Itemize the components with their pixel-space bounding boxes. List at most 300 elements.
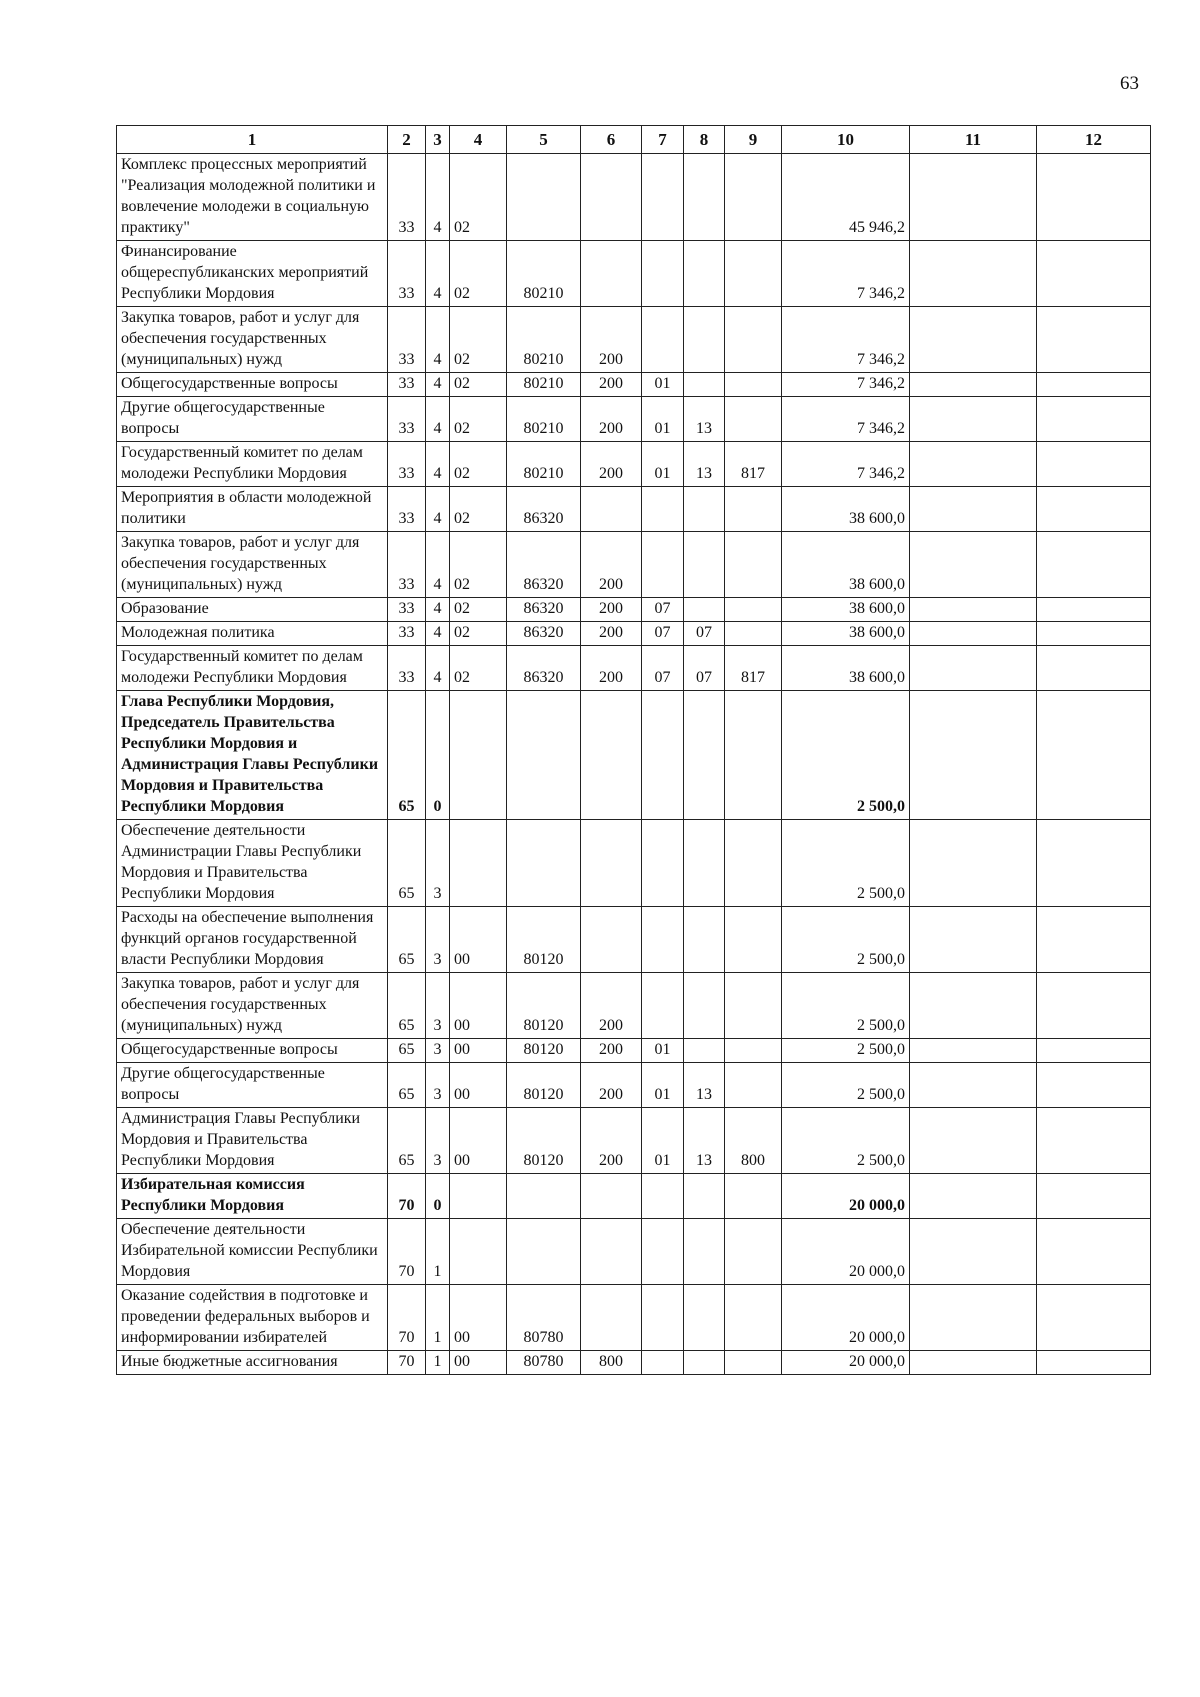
cell-code-5: 80780 — [507, 1351, 581, 1375]
cell-code-3: 4 — [426, 646, 450, 691]
cell-code-6: 200 — [581, 442, 642, 487]
cell-code-9 — [725, 691, 782, 820]
cell-code-7 — [642, 1174, 684, 1219]
cell-amount: 2 500,0 — [782, 1108, 910, 1174]
cell-name: Другие общегосударственные вопросы — [117, 1063, 388, 1108]
table-row — [117, 1219, 1151, 1285]
cell-code-9 — [725, 1039, 782, 1063]
cell-code-5: 80210 — [507, 397, 581, 442]
cell-col-12 — [1037, 646, 1151, 691]
cell-code-5: 80120 — [507, 907, 581, 973]
cell-col-12 — [1037, 1219, 1151, 1285]
table-row — [117, 1108, 1151, 1174]
cell-col-12 — [1037, 691, 1151, 820]
cell-code-7 — [642, 1285, 684, 1351]
cell-code-3: 0 — [426, 691, 450, 820]
cell-code-4: 00 — [450, 973, 507, 1039]
cell-code-7: 01 — [642, 1039, 684, 1063]
cell-code-2: 70 — [388, 1285, 426, 1351]
cell-code-5: 80120 — [507, 1108, 581, 1174]
cell-code-7: 01 — [642, 397, 684, 442]
cell-col-11 — [910, 973, 1037, 1039]
cell-col-11 — [910, 1174, 1037, 1219]
cell-code-8: 13 — [684, 442, 725, 487]
table-row — [117, 487, 1151, 532]
cell-code-8 — [684, 1219, 725, 1285]
cell-col-11 — [910, 442, 1037, 487]
cell-code-7: 01 — [642, 442, 684, 487]
cell-name: Администрация Главы Республики Мордовия и Правительства Республики Мордовия — [117, 1108, 388, 1174]
cell-code-6: 200 — [581, 532, 642, 598]
cell-code-5: 86320 — [507, 646, 581, 691]
column-header: 9 — [725, 126, 782, 154]
cell-code-3: 1 — [426, 1219, 450, 1285]
cell-col-11 — [910, 1285, 1037, 1351]
cell-code-4: 02 — [450, 598, 507, 622]
cell-code-2: 33 — [388, 307, 426, 373]
cell-col-12 — [1037, 1063, 1151, 1108]
cell-name: Другие общегосударственные вопросы — [117, 397, 388, 442]
cell-code-8 — [684, 820, 725, 907]
cell-code-9 — [725, 154, 782, 241]
cell-code-4: 02 — [450, 532, 507, 598]
cell-code-8 — [684, 1351, 725, 1375]
cell-name: Иные бюджетные ассигнования — [117, 1351, 388, 1375]
cell-code-6 — [581, 820, 642, 907]
cell-amount: 38 600,0 — [782, 598, 910, 622]
cell-name: Образование — [117, 598, 388, 622]
cell-amount: 20 000,0 — [782, 1219, 910, 1285]
cell-col-12 — [1037, 442, 1151, 487]
cell-code-7: 07 — [642, 622, 684, 646]
column-header: 6 — [581, 126, 642, 154]
cell-code-6 — [581, 691, 642, 820]
cell-code-5: 86320 — [507, 598, 581, 622]
cell-amount: 45 946,2 — [782, 154, 910, 241]
cell-code-6 — [581, 1219, 642, 1285]
cell-code-3: 3 — [426, 907, 450, 973]
cell-col-12 — [1037, 373, 1151, 397]
table-row — [117, 373, 1151, 397]
cell-code-4 — [450, 820, 507, 907]
table-row — [117, 1063, 1151, 1108]
cell-col-12 — [1037, 154, 1151, 241]
cell-code-2: 70 — [388, 1219, 426, 1285]
cell-code-9 — [725, 241, 782, 307]
cell-code-2: 65 — [388, 973, 426, 1039]
cell-code-6: 200 — [581, 646, 642, 691]
cell-code-6 — [581, 907, 642, 973]
cell-col-11 — [910, 1063, 1037, 1108]
cell-code-8 — [684, 307, 725, 373]
cell-code-5: 86320 — [507, 532, 581, 598]
cell-code-9 — [725, 907, 782, 973]
cell-code-2: 33 — [388, 442, 426, 487]
cell-code-3: 3 — [426, 1063, 450, 1108]
cell-amount: 7 346,2 — [782, 397, 910, 442]
cell-code-3: 4 — [426, 487, 450, 532]
table-body — [117, 154, 1151, 1375]
cell-name: Общегосударственные вопросы — [117, 1039, 388, 1063]
cell-code-6: 200 — [581, 1039, 642, 1063]
cell-code-2: 65 — [388, 820, 426, 907]
cell-code-3: 4 — [426, 532, 450, 598]
cell-name: Общегосударственные вопросы — [117, 373, 388, 397]
cell-code-9 — [725, 973, 782, 1039]
cell-code-2: 33 — [388, 532, 426, 598]
cell-code-6 — [581, 1174, 642, 1219]
cell-code-7 — [642, 1219, 684, 1285]
cell-amount: 7 346,2 — [782, 241, 910, 307]
cell-code-7 — [642, 241, 684, 307]
cell-code-2: 65 — [388, 1108, 426, 1174]
cell-code-2: 33 — [388, 598, 426, 622]
cell-code-5 — [507, 154, 581, 241]
column-header: 1 — [117, 126, 388, 154]
cell-code-9 — [725, 307, 782, 373]
table-row — [117, 307, 1151, 373]
cell-code-9 — [725, 1174, 782, 1219]
cell-amount: 20 000,0 — [782, 1174, 910, 1219]
cell-code-2: 33 — [388, 622, 426, 646]
cell-col-11 — [910, 598, 1037, 622]
table-row — [117, 907, 1151, 973]
cell-code-3: 4 — [426, 397, 450, 442]
cell-name: Закупка товаров, работ и услуг для обеспечения государственных (муниципальных) нужд — [117, 532, 388, 598]
cell-col-11 — [910, 1108, 1037, 1174]
cell-code-5: 80210 — [507, 307, 581, 373]
cell-name: Финансирование общереспубликанских мероприятий Республики Мордовия — [117, 241, 388, 307]
cell-code-8: 13 — [684, 1108, 725, 1174]
table-row — [117, 820, 1151, 907]
cell-code-4: 02 — [450, 154, 507, 241]
cell-code-8 — [684, 1174, 725, 1219]
cell-code-8 — [684, 532, 725, 598]
cell-code-6 — [581, 1285, 642, 1351]
cell-code-4: 02 — [450, 307, 507, 373]
cell-code-6: 200 — [581, 307, 642, 373]
cell-code-9 — [725, 1063, 782, 1108]
cell-code-8 — [684, 973, 725, 1039]
cell-code-8 — [684, 907, 725, 973]
cell-code-5: 80780 — [507, 1285, 581, 1351]
cell-col-12 — [1037, 241, 1151, 307]
cell-name: Комплекс процессных мероприятий "Реализация молодежной политики и вовлечение молодежи в социальную практику" — [117, 154, 388, 241]
cell-code-4: 00 — [450, 907, 507, 973]
cell-code-3: 3 — [426, 1039, 450, 1063]
cell-name: Государственный комитет по делам молодежи Республики Мордовия — [117, 646, 388, 691]
cell-code-8 — [684, 691, 725, 820]
cell-col-11 — [910, 1219, 1037, 1285]
cell-amount: 38 600,0 — [782, 532, 910, 598]
cell-code-2: 65 — [388, 907, 426, 973]
cell-code-3: 0 — [426, 1174, 450, 1219]
cell-code-2: 33 — [388, 487, 426, 532]
cell-code-5 — [507, 820, 581, 907]
cell-code-4: 02 — [450, 241, 507, 307]
cell-amount: 38 600,0 — [782, 487, 910, 532]
cell-code-2: 33 — [388, 646, 426, 691]
cell-col-11 — [910, 691, 1037, 820]
cell-code-8 — [684, 487, 725, 532]
page-number: 63 — [1120, 73, 1139, 94]
cell-code-5: 86320 — [507, 622, 581, 646]
cell-amount: 2 500,0 — [782, 1039, 910, 1063]
cell-code-4: 02 — [450, 442, 507, 487]
cell-name: Избирательная комиссия Республики Мордовия — [117, 1174, 388, 1219]
cell-code-9 — [725, 373, 782, 397]
cell-code-8 — [684, 373, 725, 397]
cell-amount: 2 500,0 — [782, 1063, 910, 1108]
cell-code-2: 33 — [388, 397, 426, 442]
cell-code-4: 00 — [450, 1285, 507, 1351]
cell-code-7 — [642, 532, 684, 598]
table-row — [117, 622, 1151, 646]
cell-col-11 — [910, 373, 1037, 397]
cell-name: Глава Республики Мордовия, Председатель Правительства Республики Мордовия и Администрация Главы Республики Мордовия и Правительства Республики Мордовия — [117, 691, 388, 820]
table-row — [117, 973, 1151, 1039]
cell-code-6: 200 — [581, 1063, 642, 1108]
cell-col-12 — [1037, 1108, 1151, 1174]
cell-col-11 — [910, 154, 1037, 241]
table-row — [117, 154, 1151, 241]
cell-amount: 20 000,0 — [782, 1285, 910, 1351]
cell-col-12 — [1037, 622, 1151, 646]
cell-code-4: 00 — [450, 1351, 507, 1375]
cell-code-8: 07 — [684, 622, 725, 646]
cell-code-9 — [725, 1219, 782, 1285]
cell-code-4: 00 — [450, 1063, 507, 1108]
cell-col-11 — [910, 307, 1037, 373]
cell-col-11 — [910, 397, 1037, 442]
column-header: 2 — [388, 126, 426, 154]
table-row — [117, 397, 1151, 442]
cell-code-5: 80120 — [507, 1063, 581, 1108]
cell-name: Обеспечение деятельности Избирательной комиссии Республики Мордовия — [117, 1219, 388, 1285]
cell-code-8 — [684, 154, 725, 241]
cell-code-6: 800 — [581, 1351, 642, 1375]
cell-code-6: 200 — [581, 1108, 642, 1174]
cell-code-8: 07 — [684, 646, 725, 691]
cell-code-3: 1 — [426, 1351, 450, 1375]
cell-code-9 — [725, 598, 782, 622]
cell-amount: 2 500,0 — [782, 973, 910, 1039]
cell-amount: 7 346,2 — [782, 442, 910, 487]
column-header: 3 — [426, 126, 450, 154]
cell-name: Закупка товаров, работ и услуг для обеспечения государственных (муниципальных) нужд — [117, 973, 388, 1039]
cell-amount: 38 600,0 — [782, 646, 910, 691]
cell-amount: 20 000,0 — [782, 1351, 910, 1375]
cell-col-12 — [1037, 487, 1151, 532]
table-row — [117, 691, 1151, 820]
cell-code-9 — [725, 487, 782, 532]
cell-code-7: 01 — [642, 1108, 684, 1174]
cell-code-5 — [507, 1174, 581, 1219]
cell-code-5: 80210 — [507, 373, 581, 397]
cell-col-11 — [910, 622, 1037, 646]
cell-col-11 — [910, 532, 1037, 598]
cell-code-7 — [642, 154, 684, 241]
cell-name: Молодежная политика — [117, 622, 388, 646]
cell-amount: 7 346,2 — [782, 307, 910, 373]
cell-name: Обеспечение деятельности Администрации Главы Республики Мордовия и Правительства Республики Мордовия — [117, 820, 388, 907]
cell-code-8: 13 — [684, 1063, 725, 1108]
column-header: 12 — [1037, 126, 1151, 154]
cell-code-2: 33 — [388, 154, 426, 241]
cell-col-11 — [910, 1039, 1037, 1063]
cell-code-5: 80120 — [507, 1039, 581, 1063]
cell-code-6 — [581, 154, 642, 241]
cell-code-9 — [725, 1351, 782, 1375]
cell-code-5: 86320 — [507, 487, 581, 532]
cell-code-3: 4 — [426, 442, 450, 487]
cell-code-4: 02 — [450, 397, 507, 442]
cell-amount: 2 500,0 — [782, 691, 910, 820]
cell-code-4: 00 — [450, 1108, 507, 1174]
cell-code-5 — [507, 691, 581, 820]
table-row — [117, 1351, 1151, 1375]
cell-col-12 — [1037, 973, 1151, 1039]
column-header: 10 — [782, 126, 910, 154]
cell-code-5: 80120 — [507, 973, 581, 1039]
cell-code-4: 02 — [450, 373, 507, 397]
cell-code-9: 800 — [725, 1108, 782, 1174]
cell-name: Государственный комитет по делам молодежи Республики Мордовия — [117, 442, 388, 487]
cell-code-4: 00 — [450, 1039, 507, 1063]
cell-code-6 — [581, 241, 642, 307]
cell-code-7: 01 — [642, 1063, 684, 1108]
cell-code-9 — [725, 1285, 782, 1351]
cell-code-2: 33 — [388, 241, 426, 307]
cell-code-2: 70 — [388, 1351, 426, 1375]
cell-code-7: 01 — [642, 373, 684, 397]
cell-code-6: 200 — [581, 973, 642, 1039]
cell-name: Оказание содействия в подготовке и проведении федеральных выборов и информировании избирателей — [117, 1285, 388, 1351]
table-row — [117, 532, 1151, 598]
cell-col-12 — [1037, 907, 1151, 973]
cell-code-7 — [642, 1351, 684, 1375]
cell-amount: 38 600,0 — [782, 622, 910, 646]
cell-code-5: 80210 — [507, 442, 581, 487]
table-row — [117, 1174, 1151, 1219]
cell-code-3: 3 — [426, 973, 450, 1039]
cell-code-8: 13 — [684, 397, 725, 442]
cell-col-12 — [1037, 598, 1151, 622]
cell-amount: 2 500,0 — [782, 907, 910, 973]
cell-code-2: 65 — [388, 691, 426, 820]
cell-col-11 — [910, 241, 1037, 307]
cell-code-2: 65 — [388, 1039, 426, 1063]
cell-col-12 — [1037, 820, 1151, 907]
cell-code-6: 200 — [581, 622, 642, 646]
table-row — [117, 241, 1151, 307]
cell-col-12 — [1037, 1039, 1151, 1063]
table-row — [117, 598, 1151, 622]
cell-col-12 — [1037, 1174, 1151, 1219]
cell-code-2: 65 — [388, 1063, 426, 1108]
cell-code-9 — [725, 622, 782, 646]
cell-code-6: 200 — [581, 397, 642, 442]
cell-code-3: 4 — [426, 598, 450, 622]
cell-code-4 — [450, 1219, 507, 1285]
cell-col-12 — [1037, 307, 1151, 373]
table-row — [117, 1285, 1151, 1351]
cell-col-12 — [1037, 532, 1151, 598]
cell-code-8 — [684, 598, 725, 622]
cell-col-11 — [910, 820, 1037, 907]
cell-code-7 — [642, 907, 684, 973]
cell-col-11 — [910, 646, 1037, 691]
cell-col-11 — [910, 1351, 1037, 1375]
cell-code-3: 3 — [426, 820, 450, 907]
cell-code-2: 33 — [388, 373, 426, 397]
cell-code-3: 4 — [426, 307, 450, 373]
cell-code-8 — [684, 1285, 725, 1351]
cell-amount: 2 500,0 — [782, 820, 910, 907]
cell-col-12 — [1037, 1285, 1151, 1351]
cell-code-3: 4 — [426, 373, 450, 397]
cell-code-3: 3 — [426, 1108, 450, 1174]
cell-code-7: 07 — [642, 598, 684, 622]
cell-code-6: 200 — [581, 373, 642, 397]
cell-code-9 — [725, 397, 782, 442]
cell-code-5: 80210 — [507, 241, 581, 307]
cell-code-9 — [725, 532, 782, 598]
cell-code-6: 200 — [581, 598, 642, 622]
cell-code-7: 07 — [642, 646, 684, 691]
cell-code-3: 4 — [426, 154, 450, 241]
cell-code-9: 817 — [725, 646, 782, 691]
cell-col-12 — [1037, 1351, 1151, 1375]
cell-code-8 — [684, 241, 725, 307]
cell-code-8 — [684, 1039, 725, 1063]
cell-col-11 — [910, 487, 1037, 532]
cell-code-4: 02 — [450, 622, 507, 646]
cell-code-5 — [507, 1219, 581, 1285]
cell-code-7 — [642, 691, 684, 820]
cell-code-7 — [642, 487, 684, 532]
cell-col-12 — [1037, 397, 1151, 442]
cell-code-4: 02 — [450, 487, 507, 532]
cell-name: Закупка товаров, работ и услуг для обеспечения государственных (муниципальных) нужд — [117, 307, 388, 373]
column-header: 8 — [684, 126, 725, 154]
column-header: 5 — [507, 126, 581, 154]
cell-code-9: 817 — [725, 442, 782, 487]
cell-code-6 — [581, 487, 642, 532]
cell-code-2: 70 — [388, 1174, 426, 1219]
cell-code-7 — [642, 307, 684, 373]
column-header: 7 — [642, 126, 684, 154]
budget-table — [116, 125, 1151, 1375]
cell-code-7 — [642, 973, 684, 1039]
cell-code-4 — [450, 691, 507, 820]
cell-code-3: 4 — [426, 241, 450, 307]
cell-code-3: 4 — [426, 622, 450, 646]
column-header: 11 — [910, 126, 1037, 154]
cell-code-7 — [642, 820, 684, 907]
cell-code-4: 02 — [450, 646, 507, 691]
table-row — [117, 442, 1151, 487]
cell-amount: 7 346,2 — [782, 373, 910, 397]
table-row — [117, 646, 1151, 691]
cell-col-11 — [910, 907, 1037, 973]
cell-name: Расходы на обеспечение выполнения функций органов государственной власти Республики Мордовия — [117, 907, 388, 973]
header-row — [117, 126, 1151, 154]
cell-code-4 — [450, 1174, 507, 1219]
cell-name: Мероприятия в области молодежной политики — [117, 487, 388, 532]
cell-code-3: 1 — [426, 1285, 450, 1351]
table-row — [117, 1039, 1151, 1063]
